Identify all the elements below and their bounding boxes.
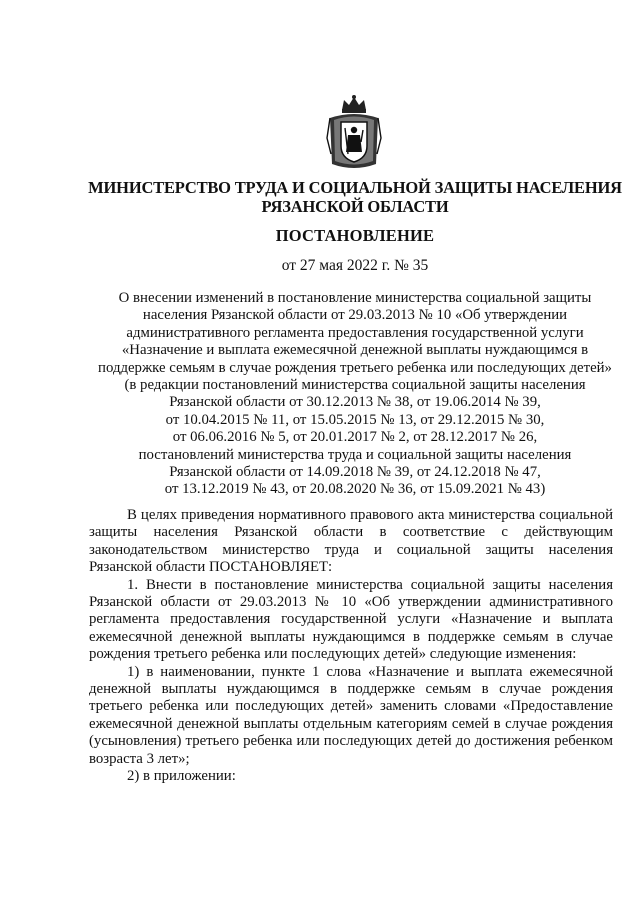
text-line: 1. Внести в постановление министерства социальной защиты населения <box>127 576 613 593</box>
subject-line: постановлений министерства труда и социальной защиты населения <box>138 446 572 463</box>
subject-line: поддержке семьям в случае рождения третьего ребенка или последующих детей» <box>98 359 612 376</box>
subject-line: от 10.04.2015 № 11, от 15.05.2015 № 13, от 29.12.2015 № 30, <box>165 411 545 428</box>
ministry-line-2: РЯЗАНСКОЙ ОБЛАСТИ <box>261 197 449 216</box>
document-body <box>89 507 613 786</box>
paragraph-subitem-2 <box>89 768 613 785</box>
document-type: ПОСТАНОВЛЕНИЕ <box>275 226 435 245</box>
subject-line: «Назначение и выплата ежемесячной денежной выплаты нуждающимся в <box>121 342 589 359</box>
subject-line: населения Рязанской области от 29.03.2013 № 10 «Об утверждении <box>142 307 568 324</box>
date-and-number: от 27 мая 2022 г. № 35 <box>281 257 429 274</box>
ministry-line-1: МИНИСТЕРСТВО ТРУДА И СОЦИАЛЬНОЙ ЗАЩИТЫ НАСЕЛЕНИЯ <box>88 178 622 197</box>
paragraph-preamble <box>89 507 613 577</box>
text-line: третьего ребенка или последующих детей» заменить словами «Предоставление <box>89 698 613 715</box>
document-subject <box>90 290 620 499</box>
subject-line: Рязанской области от 14.09.2018 № 39, от 24.12.2018 № 47, <box>169 464 541 481</box>
coat-of-arms-icon <box>326 94 382 172</box>
text-line: денежной выплаты нуждающимся в поддержке семьям в случае рождения <box>89 681 613 698</box>
subject-line: (в редакции постановлений министерства социальной защиты населения <box>124 377 586 394</box>
text-line: законодательством министерство труда и социальной защиты населения <box>89 541 613 558</box>
text-line: Рязанской области ПОСТАНОВЛЯЕТ: <box>89 559 333 576</box>
subject-line: административного регламента предоставления государственной услуги <box>126 324 584 341</box>
text-line: (усыновления) третьего ребенка или последующих детей до достижения ребенком <box>89 733 613 750</box>
text-line: ежемесячной денежной выплаты отдельным категориям семей в случае рождения <box>89 715 613 732</box>
text-line: рождения третьего ребенка или последующих детей» следующие изменения: <box>89 646 577 663</box>
subject-line: от 06.06.2016 № 5, от 20.01.2017 № 2, от 28.12.2017 № 26, <box>172 429 538 446</box>
text-line: защиты населения Рязанской области в соответствие с действующим <box>89 524 613 541</box>
text-line: Рязанской области от 29.03.2013 № 10 «Об утверждении административного <box>89 594 613 611</box>
paragraph-subitem-1 <box>89 664 613 768</box>
paragraph-item-1 <box>89 577 613 664</box>
text-line: 2) в приложении: <box>127 768 236 785</box>
text-line: возраста 3 лет»; <box>89 750 190 767</box>
text-line: регламента предоставления государственной услуги «Назначение и выплата <box>89 611 613 628</box>
text-line: ежемесячной денежной выплаты нуждающимся в поддержке семьям в случае <box>89 628 613 645</box>
subject-line: О внесении изменений в постановление министерства социальной защиты <box>118 290 592 306</box>
ministry-name <box>60 178 640 216</box>
subject-line: Рязанской области от 30.12.2013 № 38, от 19.06.2014 № 39, <box>169 394 541 411</box>
text-line: В целях приведения нормативного правового акта министерства социальной <box>127 507 613 523</box>
text-line: 1) в наименовании, пункте 1 слова «Назначение и выплата ежемесячной <box>127 663 613 680</box>
subject-line: от 13.12.2019 № 43, от 20.08.2020 № 36, от 15.09.2021 № 43) <box>164 481 546 498</box>
